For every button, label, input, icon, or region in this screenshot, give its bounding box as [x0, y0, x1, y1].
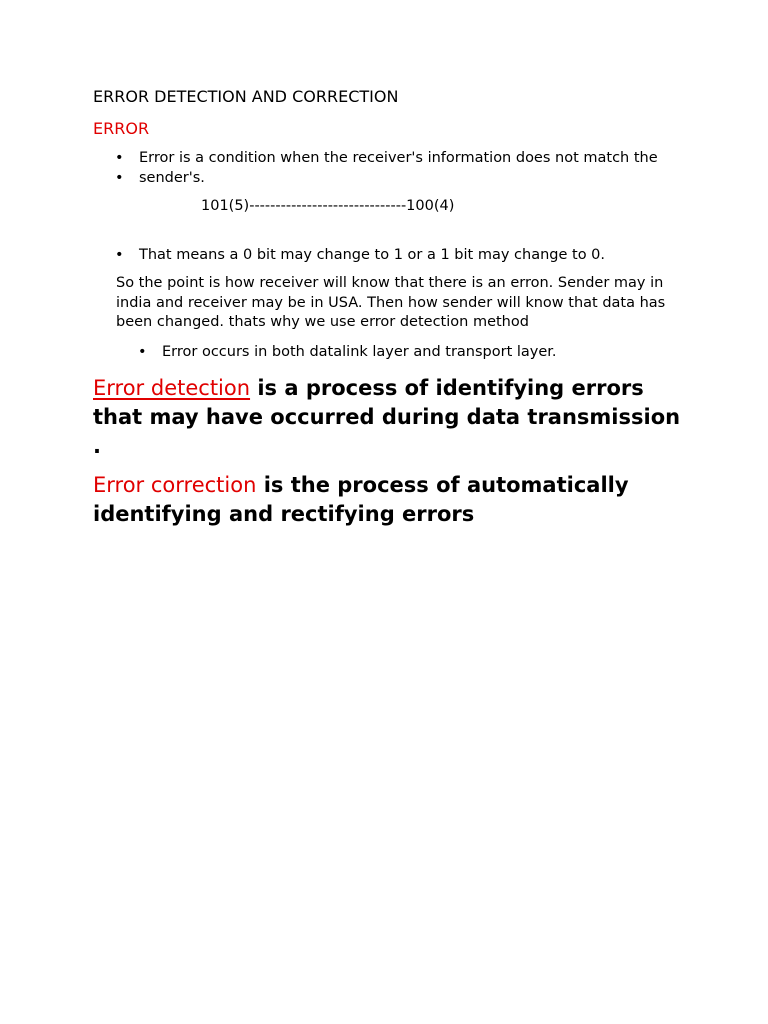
list-item-text: Error occurs in both datalink layer and transport layer.: [162, 343, 557, 360]
term-error-detection: Error detection: [93, 375, 251, 400]
definition-text: is a process of identifying errors that may have occurred during data transmission .: [93, 375, 681, 458]
list-item-text: sender's.: [139, 170, 205, 186]
bits-example: 101(5)------------------------------100(4): [201, 198, 455, 214]
bullet-list-layers: [93, 342, 683, 362]
definition-text: is the process of automatically identifying and rectifying errors: [93, 472, 629, 526]
document-title: ERROR DETECTION AND CORRECTION: [93, 87, 399, 106]
list-item: [93, 148, 683, 168]
bullet-list-bit-change: [93, 245, 683, 265]
bullet-icon: •: [115, 150, 124, 166]
list-item: [93, 342, 683, 362]
list-item-text: That means a 0 bit may change to 1 or a 1 bit may change to 0.: [139, 247, 606, 263]
list-item: [93, 168, 683, 188]
definition-error-correction: [93, 471, 683, 529]
bullet-icon: •: [115, 170, 124, 186]
list-item-text: Error is a condition when the receiver's information does not match the: [139, 150, 658, 166]
explanation-paragraph: So the point is how receiver will know that there is an erron. Sender may in india and receiver may be in USA. Then how sender will know that data has been changed. thats why we use error detection method: [116, 275, 666, 330]
list-item: [93, 245, 683, 265]
bullet-list-definition: [93, 148, 683, 188]
document-page: [93, 86, 683, 539]
bullet-icon: •: [115, 247, 124, 263]
section-heading-error: ERROR: [93, 119, 150, 138]
bullet-icon: •: [138, 343, 147, 360]
term-error-correction: Error correction: [93, 472, 257, 497]
definition-error-detection: [93, 374, 683, 461]
